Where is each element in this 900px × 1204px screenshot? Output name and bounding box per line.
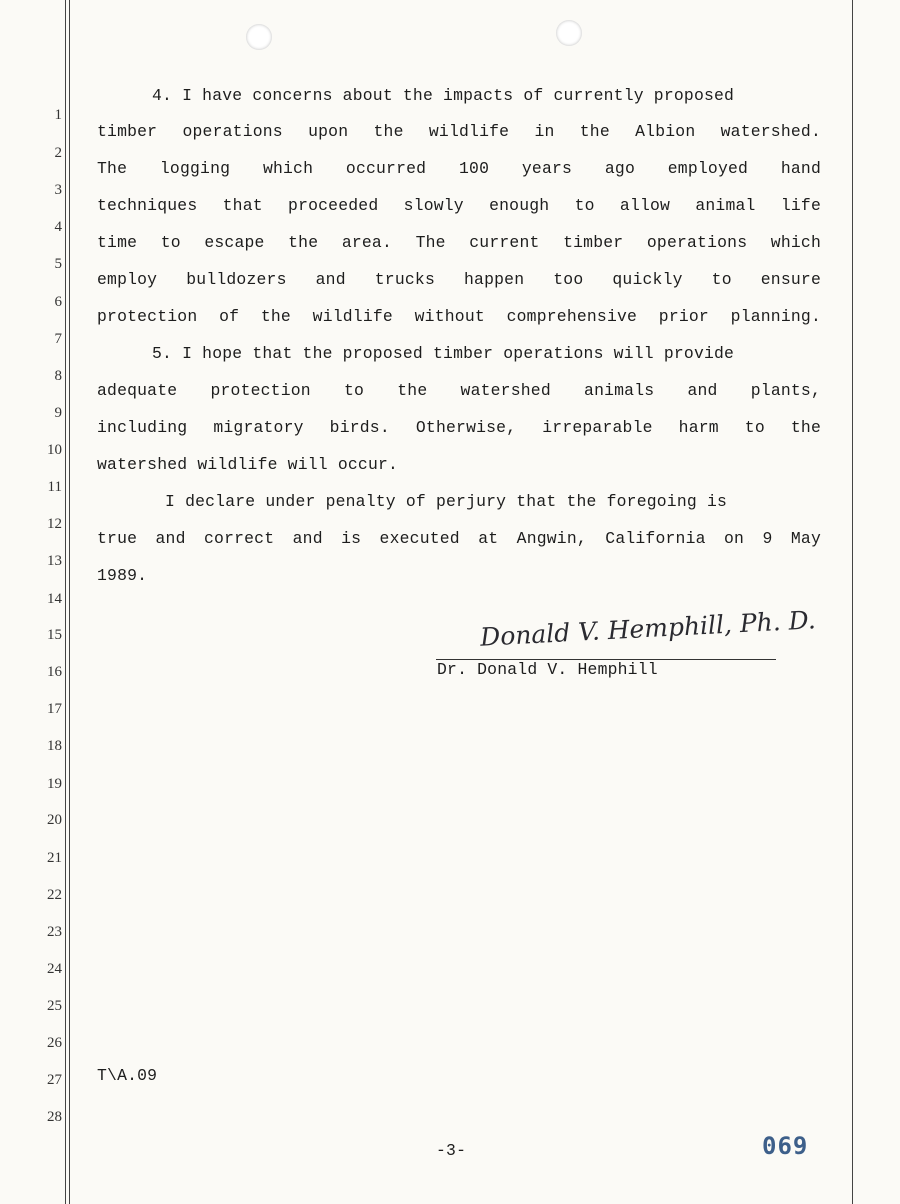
line-number: 16: [47, 664, 62, 680]
line-number: 28: [47, 1109, 62, 1125]
paragraph-4-line: employ bulldozers and trucks happen too quickly to ensure: [97, 270, 821, 289]
declaration-line: 1989.: [97, 566, 148, 585]
line-number: 23: [47, 924, 62, 940]
line-number: 11: [47, 479, 62, 495]
line-number: 2: [54, 145, 62, 161]
line-number: 19: [47, 776, 62, 792]
line-number: 22: [47, 887, 62, 903]
line-number: 8: [54, 368, 62, 384]
line-number: 14: [47, 591, 62, 607]
right-margin-rule: [852, 0, 853, 1204]
page-number: -3-: [436, 1141, 467, 1160]
line-number: 3: [54, 182, 62, 198]
line-number: 6: [54, 294, 62, 310]
line-number: 27: [47, 1072, 62, 1088]
line-number: 15: [47, 627, 62, 643]
paragraph-4-line: 4. I have concerns about the impacts of currently proposed: [152, 86, 735, 105]
handwritten-signature: Donald V. Hemphill, Ph. D.: [479, 605, 817, 652]
line-number: 1: [54, 107, 62, 123]
paragraph-5-line: adequate protection to the watershed animals and plants,: [97, 381, 821, 400]
punch-hole-right: [556, 20, 582, 46]
paragraph-4-line: time to escape the area. The current timber operations which: [97, 233, 821, 252]
declaration-line: true and correct and is executed at Angwin, California on 9 May: [97, 529, 821, 548]
line-number: 25: [47, 998, 62, 1014]
paragraph-4-line: timber operations upon the wildlife in the Albion watershed.: [97, 122, 821, 141]
bates-stamp-number: 069: [762, 1132, 809, 1160]
left-margin-rule-inner: [69, 0, 70, 1204]
line-number: 21: [47, 850, 62, 866]
file-code: T\A.09: [97, 1066, 158, 1085]
line-number: 5: [54, 256, 62, 272]
line-number: 10: [47, 442, 62, 458]
paragraph-5-line: watershed wildlife will occur.: [97, 455, 399, 474]
paragraph-4-line: The logging which occurred 100 years ago employed hand: [97, 159, 821, 178]
line-number: 18: [47, 738, 62, 754]
line-number: 9: [54, 405, 62, 421]
paragraph-4-line: techniques that proceeded slowly enough to allow animal life: [97, 196, 821, 215]
paragraph-5-line: including migratory birds. Otherwise, irreparable harm to the: [97, 418, 821, 437]
paragraph-5-line: 5. I hope that the proposed timber operations will provide: [152, 344, 735, 363]
line-number: 4: [54, 219, 62, 235]
punch-hole-left: [246, 24, 272, 50]
line-number: 24: [47, 961, 62, 977]
line-number: 13: [47, 553, 62, 569]
line-number: 7: [54, 331, 62, 347]
declaration-line: I declare under penalty of perjury that the foregoing is: [165, 492, 728, 511]
line-number: 20: [47, 812, 62, 828]
line-number: 17: [47, 701, 62, 717]
paragraph-4-line: protection of the wildlife without comprehensive prior planning.: [97, 307, 821, 326]
line-number: 12: [47, 516, 62, 532]
line-number: 26: [47, 1035, 62, 1051]
left-margin-rule-outer: [65, 0, 66, 1204]
printed-signatory-name: Dr. Donald V. Hemphill: [437, 660, 658, 679]
